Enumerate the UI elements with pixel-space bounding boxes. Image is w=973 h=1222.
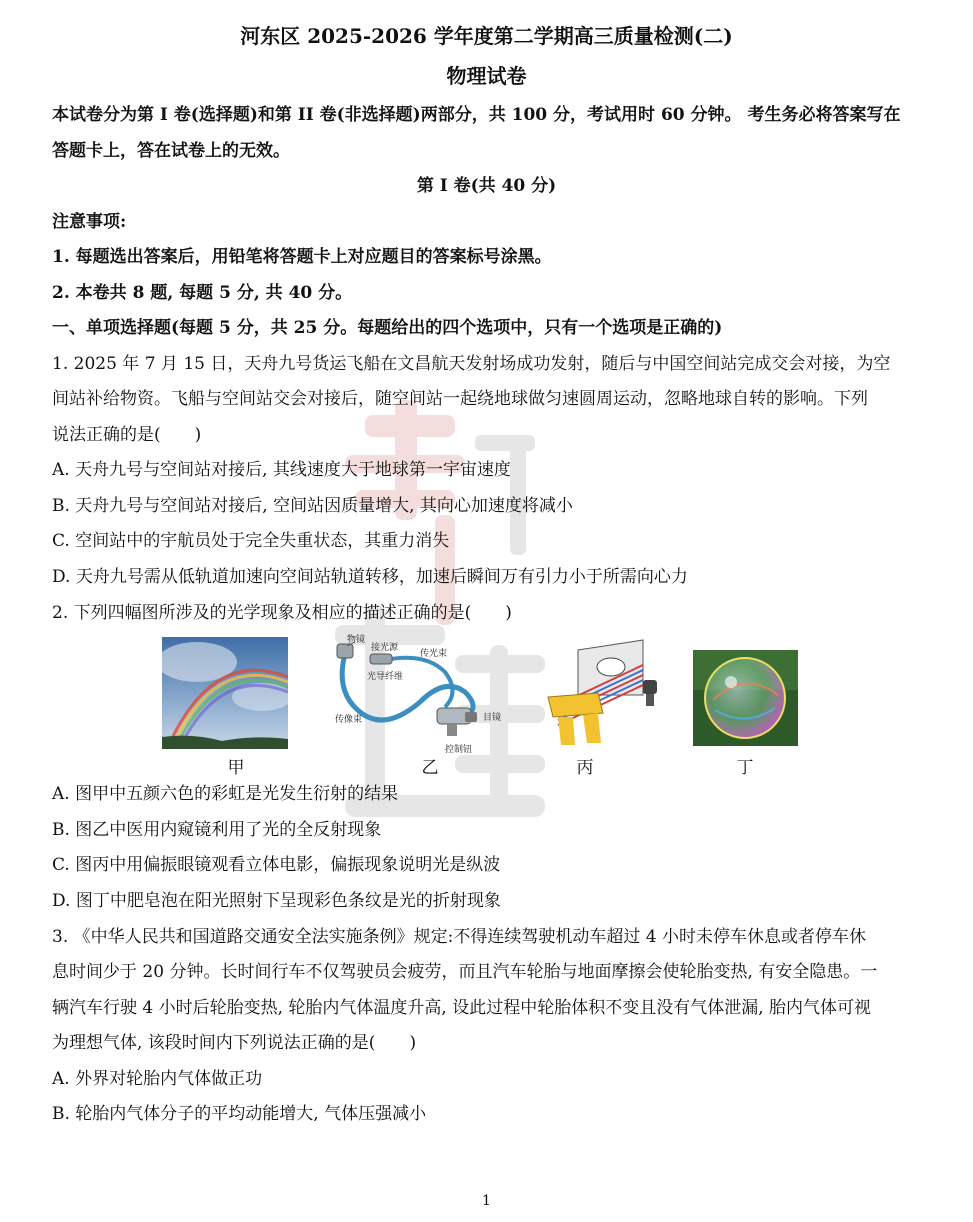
q3-option-b: B. 轮胎内气体分子的平均动能增大, 气体压强减小 [52,1104,427,1124]
q2-option-b: B. 图乙中医用内窥镜利用了光的全反射现象 [52,820,382,840]
caption-jia: 甲 [227,758,245,778]
label-image-beam: 传像束 [335,715,363,725]
section-title: 一、单项选择题(每题 5 分，共 25 分。每题给出的四个选项中，只有一个选项是正确的) [52,318,723,338]
q3-stem-line-4: 为理想气体, 该段时间内下列说法正确的是( ) [52,1033,417,1053]
q1-stem-line-1: 1. 2025 年 7 月 15 日，天舟九号货运飞船在文昌航天发射场成功发射，随后与中国空间站完成交会对接，为空 [52,354,891,374]
caption-yi: 乙 [421,758,439,778]
q2-option-a: A. 图甲中五颜六色的彩虹是光发生衍射的结果 [52,784,399,804]
note-2: 2. 本卷共 8 题, 每题 5 分, 共 40 分。 [52,283,353,303]
notes-title: 注意事项: [52,212,127,232]
q1-option-b: B. 天舟九号与空间站对接后, 空间站因质量增大, 其向心加速度将减小 [52,496,573,516]
polarized-cinema-figure [543,635,673,753]
endoscope-figure [325,632,515,760]
intro-line-1: 本试卷分为第 I 卷(选择题)和第 II 卷(非选择题)两部分，共 100 分，考试用时 60 分钟。 考生务必将答案写在 [52,105,901,125]
q2-option-c: C. 图丙中用偏振眼镜观看立体电影，偏振现象说明光是纵波 [52,855,501,875]
label-objective: 物镜 [347,635,366,645]
caption-bing: 丙 [576,758,594,778]
q2-stem: 2. 下列四幅图所涉及的光学现象及相应的描述正确的是( ) [52,603,512,623]
label-light-beam: 传光束 [420,649,448,659]
note-1: 1. 每题选出答案后，用铅笔将答题卡上对应题目的答案标号涂黑。 [52,247,552,267]
q3-stem-line-2: 息时间少于 20 分钟。长时间行车不仅驾驶员会疲劳，而且汽车轮胎与地面摩擦会使轮胎变热, 有安全隐患。一 [52,962,878,982]
label-light-source: 接光源 [371,643,399,653]
q1-stem-line-3: 说法正确的是( ) [52,425,202,445]
q1-option-d: D. 天舟九号需从低轨道加速向空间站轨道转移，加速后瞬间万有引力小于所需向心力 [52,567,688,587]
label-control: 控制钮 [445,745,473,755]
caption-ding: 丁 [736,758,754,778]
q1-option-c: C. 空间站中的宇航员处于完全失重状态，其重力消失 [52,531,450,551]
label-fiber: 光导纤维 [367,672,404,682]
intro-line-2: 答题卡上，答在试卷上的无效。 [52,141,290,161]
page-number: 1 [482,1193,491,1209]
page-title: 河东区 2025-2026 学年度第二学期高三质量检测(二) [240,24,733,48]
q1-stem-line-2: 间站补给物资。飞船与空间站交会对接后，随空间站一起绕地球做匀速圆周运动，忽略地球自转的影响。下列 [52,389,868,409]
q3-stem-line-3: 辆汽车行驶 4 小时后轮胎变热, 轮胎内气体温度升高, 设此过程中轮胎体积不变且没有气体泄漏, 胎内气体可视 [52,998,872,1018]
q1-option-a: A. 天舟九号与空间站对接后, 其线速度大于地球第一宇宙速度 [52,460,511,480]
q3-option-a: A. 外界对轮胎内气体做正功 [52,1069,263,1089]
label-eyepiece: 目镜 [483,713,502,723]
page-subtitle: 物理试卷 [446,64,527,88]
soap-bubble-figure [693,650,798,746]
q3-stem-line-1: 3. 《中华人民共和国道路交通安全法实施条例》规定:不得连续驾驶机动车超过 4 小时未停车休息或者停车休 [52,927,866,947]
part1-heading: 第 I 卷(共 40 分) [416,176,557,196]
rainbow-figure [162,637,288,749]
q2-option-d: D. 图丁中肥皂泡在阳光照射下呈现彩色条纹是光的折射现象 [52,891,501,911]
